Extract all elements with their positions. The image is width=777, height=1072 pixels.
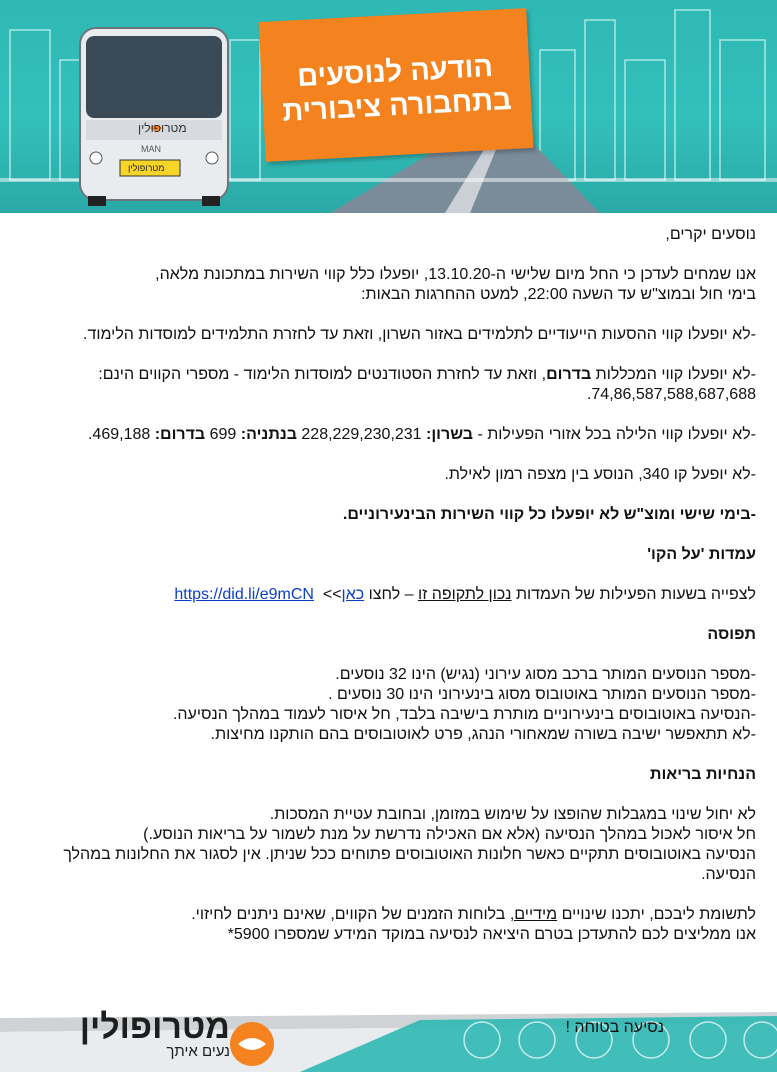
notice-underlined: מידיים,	[509, 906, 558, 923]
sharon-lines: 228,229,230,231	[296, 426, 426, 443]
exception-item-2-bold: בדרום	[546, 366, 592, 383]
exception-item-1: -לא יופעלו קווי ההסעות הייעודיים לתלמידים באזור השרון, וזאת עד לחזרת התלמידים למוסדות הלימוד.	[83, 326, 756, 343]
occupancy-item: -הנסיעה באוטובוסים בינעירוניים מותרת בישיבה בלבד, חל איסור לעמוד במהלך הנסיעה.	[172, 706, 756, 723]
health-item: לא יחול שינוי במגבלות שהופצו על שימוש במזומן, ובחובת עטיית המסכות.	[269, 806, 756, 823]
brand-name: מטרופולין	[79, 1008, 230, 1046]
announcement-title-line2: בתחבורה ציבורית	[281, 83, 513, 128]
stations-text: לצפייה בשעות הפעילות של העמדות	[511, 586, 756, 603]
occupancy-item: -לא תתאפשר ישיבה בשורה שמאחורי הנהג, פרט לאוטובוסים בהם הותקנו מחיצות.	[210, 726, 756, 743]
intro-line-2: בימי חול ובמוצ"ש עד השעה 22:00, למעט ההחרגות הבאות:	[361, 286, 756, 303]
health-item: חל איסור לאכול במהלך הנסיעה (אלא אם האכילה נדרשת על מנת לשמור על בריאות הנוסע.)	[143, 826, 756, 843]
stations-underlined: נכון לתקופה זו	[417, 586, 512, 603]
stations-line	[30, 585, 756, 605]
brand-logo	[70, 1008, 230, 1060]
exception-item-2-lines: 74,86,587,588,687,688.	[586, 386, 756, 403]
netanya-lines: 699	[205, 426, 241, 443]
notice-text: לתשומת ליבכם, יתכנו שינויים	[557, 906, 756, 923]
exception-item-2	[30, 365, 756, 385]
exception-item-5: -בימי שישי ומוצ"ש לא יופעלו כל קווי השירות הבינעירוניים.	[342, 506, 756, 523]
stations-url-link[interactable]: https://did.li/e9mCN	[174, 586, 314, 603]
south-lines: 469,188.	[87, 426, 155, 443]
bus-make-text: MAN	[141, 144, 161, 154]
bus-brand-text: מטרופולין	[138, 121, 187, 135]
health-item: הנסיעה באוטובוסים תתקיים כאשר חלונות האוטובוסים פתוחים ככל שניתן. אין לסגור את החלונות במהלך הנסיעה.	[63, 846, 756, 883]
occupancy-item: -מספר הנוסעים המותר ברכב מסוג עירוני (נגיש) הינו 32 נוסעים.	[335, 666, 756, 683]
bus-plate-text: מטרופולין	[128, 163, 165, 173]
exception-item-2-text: -לא יופעלו קווי המכללות	[591, 366, 756, 383]
health-heading: הנחיות בריאות	[649, 766, 756, 783]
intro-line-1: אנו שמחים לעדכן כי החל מיום שלישי ה-13.10.20, יופעלו כלל קווי השירות במתכונת מלאה,	[155, 266, 756, 283]
stations-mid: – לחצו	[364, 586, 418, 603]
announcement-body	[30, 225, 756, 945]
notice-line-2: אנו ממליצים לכם להתעדכן בטרם היציאה לנסיעה במוקד המידע שמספרו 5900*	[227, 926, 756, 943]
netanya-label: בנתניה:	[240, 426, 297, 443]
here-link[interactable]: כאן	[341, 586, 365, 603]
brand-tagline: נעים איתך	[166, 1043, 230, 1060]
exception-item-4: -לא יופעל קו 340, הנוסע בין מצפה רמון לאילת.	[444, 466, 756, 483]
stations-heading: עמדות 'על הקו'	[647, 546, 756, 563]
sharon-label: בשרון:	[425, 426, 473, 443]
header-banner	[0, 0, 777, 213]
notice-line-1	[30, 905, 756, 925]
exception-item-3	[30, 425, 756, 445]
metropoline-logo-icon	[230, 1022, 274, 1066]
occupancy-heading: תפוסה	[707, 626, 756, 643]
bus-image	[80, 28, 228, 206]
exception-item-3-text: -לא יופעלו קווי הלילה בכל אזורי הפעילות -	[473, 426, 756, 443]
link-arrows: >>	[322, 586, 342, 603]
exception-item-2-rest: , וזאת עד לחזרת הסטודנטים למוסדות הלימוד - מספרי הקווים הינם:	[98, 366, 547, 383]
south-label: בדרום:	[154, 426, 206, 443]
announcement-title	[260, 48, 531, 130]
announcement-title-line1: הודעה לנוסעים	[296, 50, 494, 94]
notice-rest: בלוחות הזמנים של הקווים, שאינם ניתנים לחיזוי.	[191, 906, 510, 923]
closing-wish: נסיעה בטוחה !	[565, 1019, 664, 1036]
greeting: נוסעים יקרים,	[665, 226, 756, 243]
occupancy-item: -מספר הנוסעים המותר באוטובוס מסוג בינעירוני הינו 30 נוסעים .	[328, 686, 756, 703]
